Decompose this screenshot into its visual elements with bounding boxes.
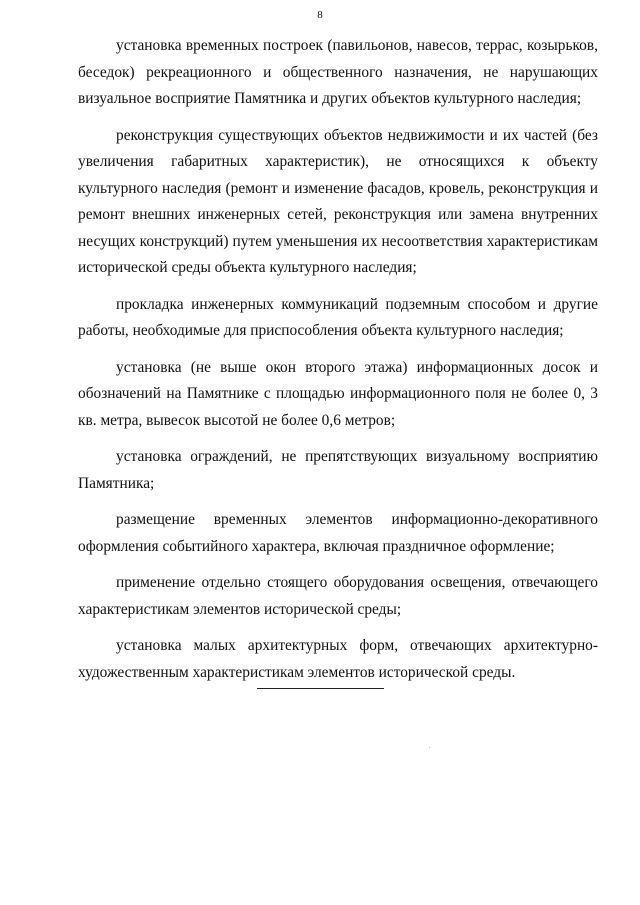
paragraph-reconstruction: реконструкция существующих объектов недвижимости и их частей (без увеличения габаритных характеристик), не относящихся к объекту культурного наследия (ремонт и изменение фасадов, кровель, реконструкция и ремонт внешних инженерных сетей, реконструкция или замена внутренних несущих конструкций) путем уменьшения их несоответствия характеристикам исторической среды объекта культурного наследия; [78, 126, 598, 276]
paragraph-small-architectural-forms: установка малых архитектурных форм, отвечающих архитектурно-художественным характеристикам элементов исторической среды. [78, 637, 598, 681]
paragraph-lighting: применение отдельно стоящего оборудования освещения, отвечающего характеристикам элементов исторической среды; [78, 574, 598, 618]
paragraph-utilities: прокладка инженерных коммуникаций подземным способом и другие работы, необходимые для приспособления объекта культурного наследия; [78, 295, 598, 339]
paragraph-information-boards: установка (не выше окон второго этажа) информационных досок и обозначений на Памятнике с площадью информационного поля не более 0, 3 кв. метра, вывесок высотой не более 0,6 метров; [78, 358, 598, 429]
page-number: 8 [317, 9, 323, 21]
document-body [78, 33, 598, 696]
paragraph-temporary-structures: установка временных построек (павильонов, навесов, террас, козырьков, беседок) рекреационного и общественного назначения, не нарушающих визуальное восприятие Памятника и других объектов культурного наследия; [78, 37, 598, 107]
paragraph-fences: установка ограждений, не препятствующих визуальному восприятию Памятника; [78, 448, 598, 492]
paragraph-decorative-elements: размещение временных элементов информационно-декоративного оформления событийного характера, включая праздничное оформление; [78, 511, 598, 555]
end-divider [257, 688, 384, 689]
scan-speck [429, 747, 430, 748]
